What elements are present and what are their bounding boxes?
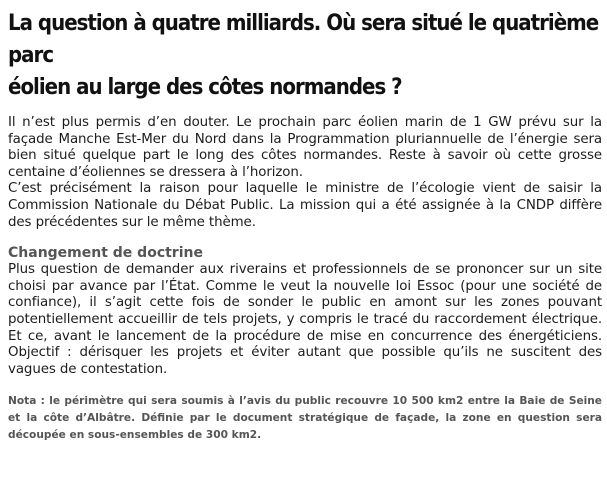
headline	[8, 8, 602, 104]
headline-line-1: La question à quatre milliards. Où sera situé le quatrième parc	[8, 11, 599, 68]
section-title: Changement de doctrine	[8, 245, 203, 262]
headline-line-2: éolien au large des côtes normandes ?	[8, 75, 402, 100]
section-paragraph: Plus question de demander aux riverains et professionnels de se prononcer sur un site choisi par avance par l’État. Comme le veut la nouvelle loi Essoc (pour une société de confiance), il s’agit cette fois de sonder le public en amont sur les zones pouvant potentiellement accueillir de tels projets, y compris le tracé du raccordement électrique. Et ce, avant le lancement de la procédure de mise en concurrence des énergéticiens. Objectif : dérisquer les projets et éviter autant que possible qu’ils ne suscitent des vagues de contestation.	[8, 262, 602, 377]
intro-paragraph: Il n’est plus permis d’en douter. Le prochain parc éolien marin de 1 GW prévu sur la façade Manche Est-Mer du Nord dans la Programmation pluriannuelle de l’énergie sera bien situé quelque part le long des côtes normandes. Reste à savoir où cette grosse centaine d’éoliennes se dressera à l’horizon.	[8, 115, 602, 180]
article	[8, 8, 602, 444]
note-paragraph: Nota : le périmètre qui sera soumis à l’avis du public recouvre 10 500 km2 entre la Baie de Seine et la côte d’Albâtre. Définie par le document stratégique de façade, la zone en question sera découpée en sous-ensembles de 300 km2.	[8, 395, 602, 442]
second-paragraph: C’est précisément la raison pour laquelle le ministre de l’écologie vient de saisir la Commission Nationale du Débat Public. La mission qui a été assignée à la CNDP diffère des précédentes sur le même thème.	[8, 181, 602, 230]
